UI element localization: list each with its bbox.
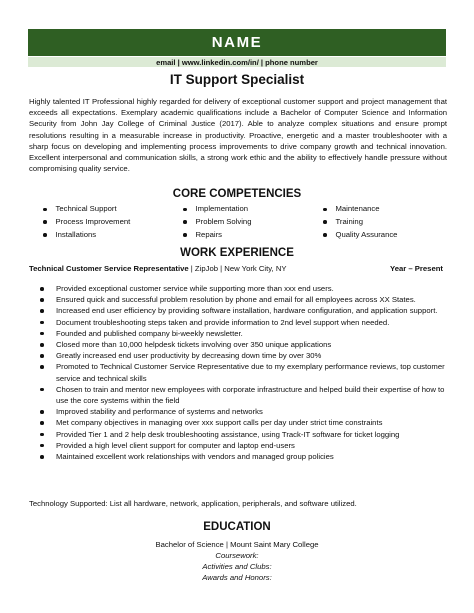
list-item: Met company objectives in managing over xxx support calls per day under strict time constraints bbox=[40, 417, 445, 428]
bullet-icon bbox=[183, 233, 187, 237]
list-item: Increased end user efficiency by providing software installation, hardware configuration, and application support. bbox=[40, 305, 445, 316]
coursework-label: Coursework: bbox=[215, 551, 259, 560]
activities-label: Activities and Clubs: bbox=[202, 562, 272, 571]
job-dates: Year – Present bbox=[390, 264, 443, 273]
bullet-icon bbox=[43, 233, 47, 237]
bullet-icon bbox=[40, 343, 44, 347]
bullet-icon bbox=[40, 354, 44, 358]
bullet-icon bbox=[323, 208, 327, 212]
bullet-icon bbox=[323, 233, 327, 237]
job-title: Technical Customer Service Representative bbox=[29, 264, 189, 273]
competency-item: Installations bbox=[40, 229, 180, 242]
competency-item: Maintenance bbox=[320, 203, 450, 216]
bullet-icon bbox=[40, 433, 44, 437]
competencies-list bbox=[40, 203, 450, 241]
bullet-icon bbox=[40, 287, 44, 291]
resume-title: IT Support Specialist bbox=[169, 72, 305, 87]
list-item: Provided a high level client support for computer and laptop end-users bbox=[40, 440, 445, 451]
experience-heading: WORK EXPERIENCE bbox=[180, 247, 294, 259]
bullet-icon bbox=[40, 455, 44, 459]
job-header bbox=[29, 263, 443, 274]
technology-supported: Technology Supported: List all hardware, network, application, peripherals, and software utilized. bbox=[29, 499, 357, 508]
competencies-heading: CORE COMPETENCIES bbox=[172, 188, 302, 200]
contact-info-band bbox=[28, 57, 446, 67]
competency-item: Repairs bbox=[180, 229, 320, 242]
bullet-icon bbox=[43, 220, 47, 224]
list-item: Ensured quick and successful problem resolution by phone and email for all employees across XX States. bbox=[40, 294, 445, 305]
bullet-icon bbox=[40, 388, 44, 392]
competency-item: Implementation bbox=[180, 203, 320, 216]
awards-label: Awards and Honors: bbox=[202, 573, 272, 582]
candidate-name: NAME bbox=[211, 34, 263, 51]
name-header-band bbox=[28, 29, 446, 56]
bullet-icon bbox=[40, 332, 44, 336]
bullet-icon bbox=[40, 365, 44, 369]
education-heading: EDUCATION bbox=[203, 521, 271, 533]
degree-line: Bachelor of Science | Mount Saint Mary College bbox=[155, 540, 319, 549]
list-item: Greatly increased end user productivity by decreasing down time by over 30% bbox=[40, 350, 445, 361]
company-location: | ZipJob | New York City, NY bbox=[188, 264, 287, 273]
list-item: Founded and published company bi-weekly newsletter. bbox=[40, 328, 445, 339]
list-item: Provided Tier 1 and 2 help desk troubleshooting assistance, using Track-IT software for ticket logging bbox=[40, 429, 445, 440]
bullet-icon bbox=[40, 298, 44, 302]
bullet-icon bbox=[40, 309, 44, 313]
bullet-icon bbox=[40, 421, 44, 425]
competency-item: Technical Support bbox=[40, 203, 180, 216]
job-duties-list bbox=[40, 283, 445, 462]
competency-item: Quality Assurance bbox=[320, 229, 450, 242]
bullet-icon bbox=[40, 410, 44, 414]
list-item: Closed more than 10,000 helpdesk tickets involving over 350 unique applications bbox=[40, 339, 445, 350]
list-item: Provided exceptional customer service while supporting more than xxx end users. bbox=[40, 283, 445, 294]
bullet-icon bbox=[323, 220, 327, 224]
bullet-icon bbox=[183, 208, 187, 212]
bullet-icon bbox=[40, 444, 44, 448]
bullet-icon bbox=[40, 321, 44, 325]
list-item: Chosen to train and mentor new employees with corporate infrastructure and helped build their expertise of how to use the core systems within the field bbox=[40, 384, 445, 406]
bullet-icon bbox=[183, 220, 187, 224]
competency-item: Training bbox=[320, 216, 450, 229]
competency-item: Process Improvement bbox=[40, 216, 180, 229]
bullet-icon bbox=[43, 208, 47, 212]
professional-summary: Highly talented IT Professional highly regarded for delivery of exceptional customer support and project management that exceeds all expectations. Exemplary academic qualifications include a Bachelor of Computer Science and Information Security from John Jay College of Criminal Justice (2017). Able to analyze complex situations and ensure prompt resolutions resulting in a measurable increase in productivity. Proactive, energetic and a master troubleshooter with a sharp focus on developing and implementing process improvements to drive company growth and technical innovation. Excellent interpersonal and communication skills, a strong work ethic and the ability to effectively handle pressure without compromising quality service. bbox=[29, 97, 447, 174]
list-item: Maintained excellent work relationships with vendors and managed group policies bbox=[40, 451, 445, 462]
contact-info: email | www.linkedin.com/in/ | phone number bbox=[156, 57, 318, 67]
competency-item: Problem Solving bbox=[180, 216, 320, 229]
list-item: Promoted to Technical Customer Service Representative due to my exemplary performance reviews, top customer service and technical skills bbox=[40, 361, 445, 383]
job-title-line bbox=[29, 263, 287, 274]
list-item: Document troubleshooting steps taken and provide information to 2nd level support when needed. bbox=[40, 317, 445, 328]
list-item: Improved stability and performance of systems and networks bbox=[40, 406, 445, 417]
